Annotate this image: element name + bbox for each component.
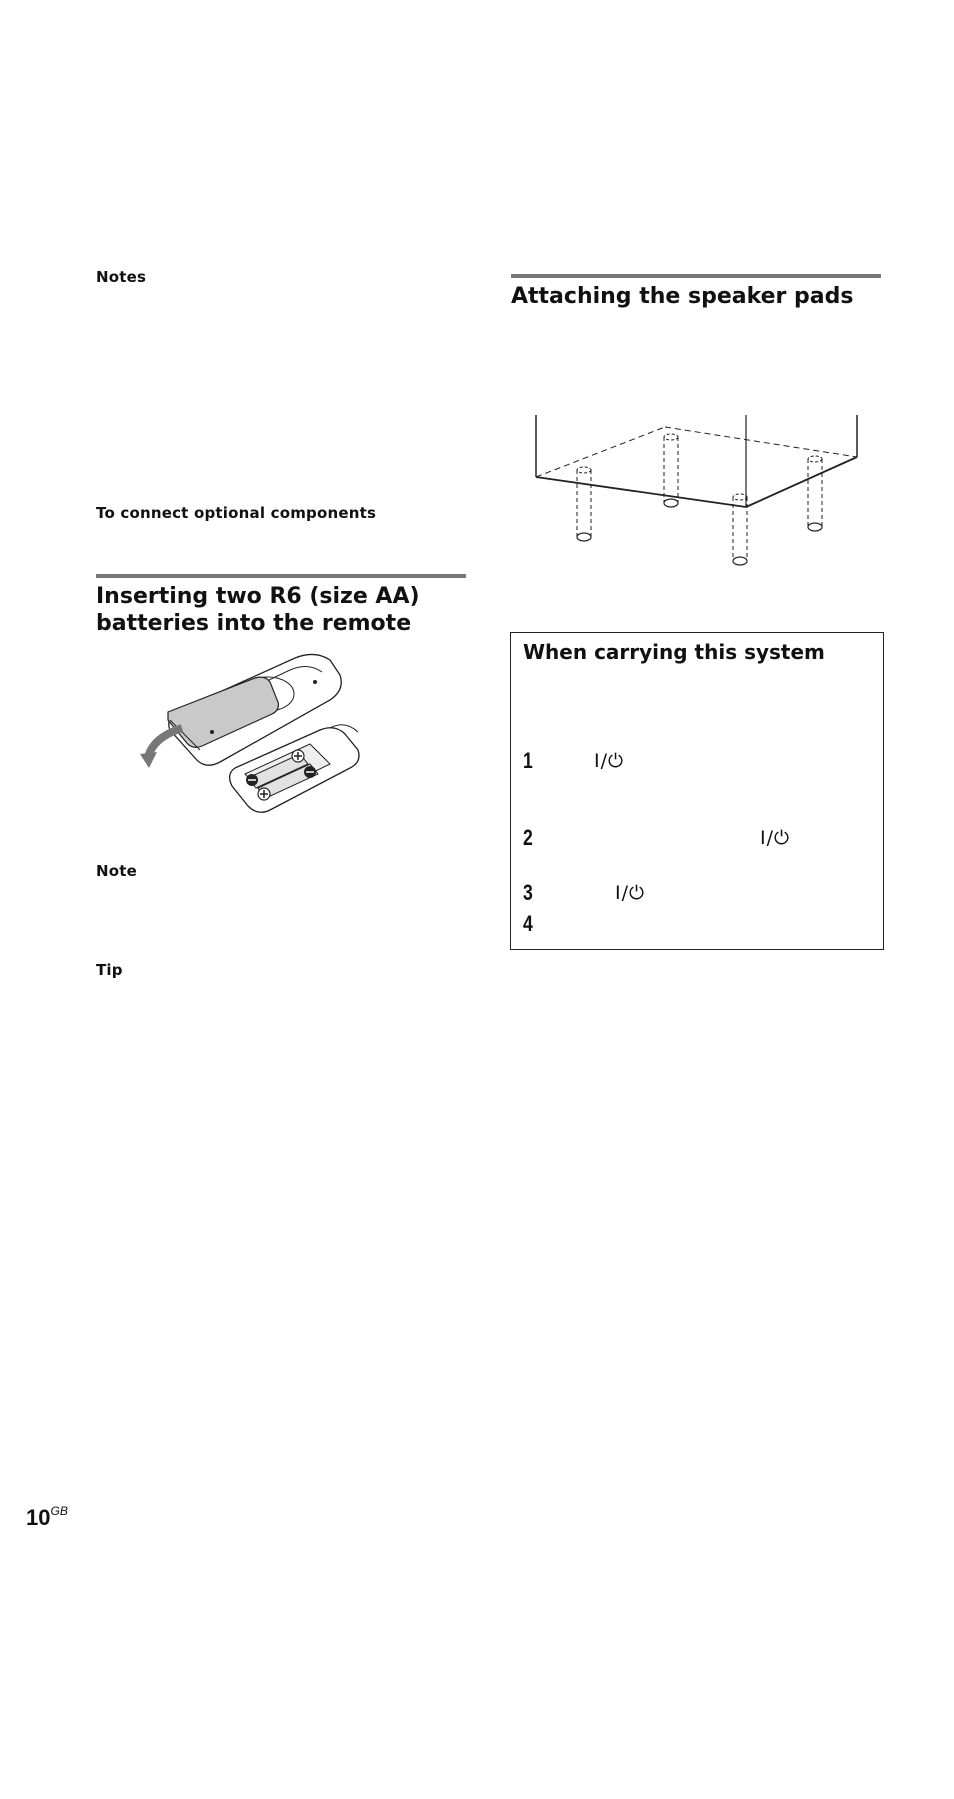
carrying-box-title: When carrying this system <box>523 640 825 664</box>
step-4-number: 4 <box>523 911 533 936</box>
step-2-number: 2 <box>523 825 533 850</box>
power-button-icon: I/⏻ <box>594 750 625 772</box>
batteries-heading-line1: Inserting two R6 (size AA) <box>96 584 420 609</box>
notes-label: Notes <box>96 268 147 286</box>
connect-optional-components-label: To connect optional components <box>96 504 377 522</box>
page-number-suffix: GB <box>50 1504 68 1518</box>
carrying-system-box <box>510 632 884 950</box>
batteries-section-rule <box>96 574 466 578</box>
tip-label: Tip <box>96 961 123 979</box>
speaker-pad-right <box>808 456 822 531</box>
step-1-number: 1 <box>523 748 533 773</box>
page-number <box>26 1505 68 1531</box>
speaker-pads-section-rule <box>511 274 881 278</box>
batteries-heading <box>96 583 420 637</box>
page-number-value: 10 <box>26 1505 51 1530</box>
step-3-number: 3 <box>523 880 533 905</box>
batteries-heading-line2: batteries into the remote <box>96 611 412 636</box>
speaker-pads-illustration <box>530 415 865 570</box>
note-label: Note <box>96 862 138 880</box>
power-button-icon: I/⏻ <box>615 882 646 904</box>
speaker-pad-left <box>577 467 591 541</box>
remote-battery-illustration <box>140 650 370 840</box>
speaker-pads-heading: Attaching the speaker pads <box>511 284 854 309</box>
power-button-icon: I/⏻ <box>760 827 791 849</box>
